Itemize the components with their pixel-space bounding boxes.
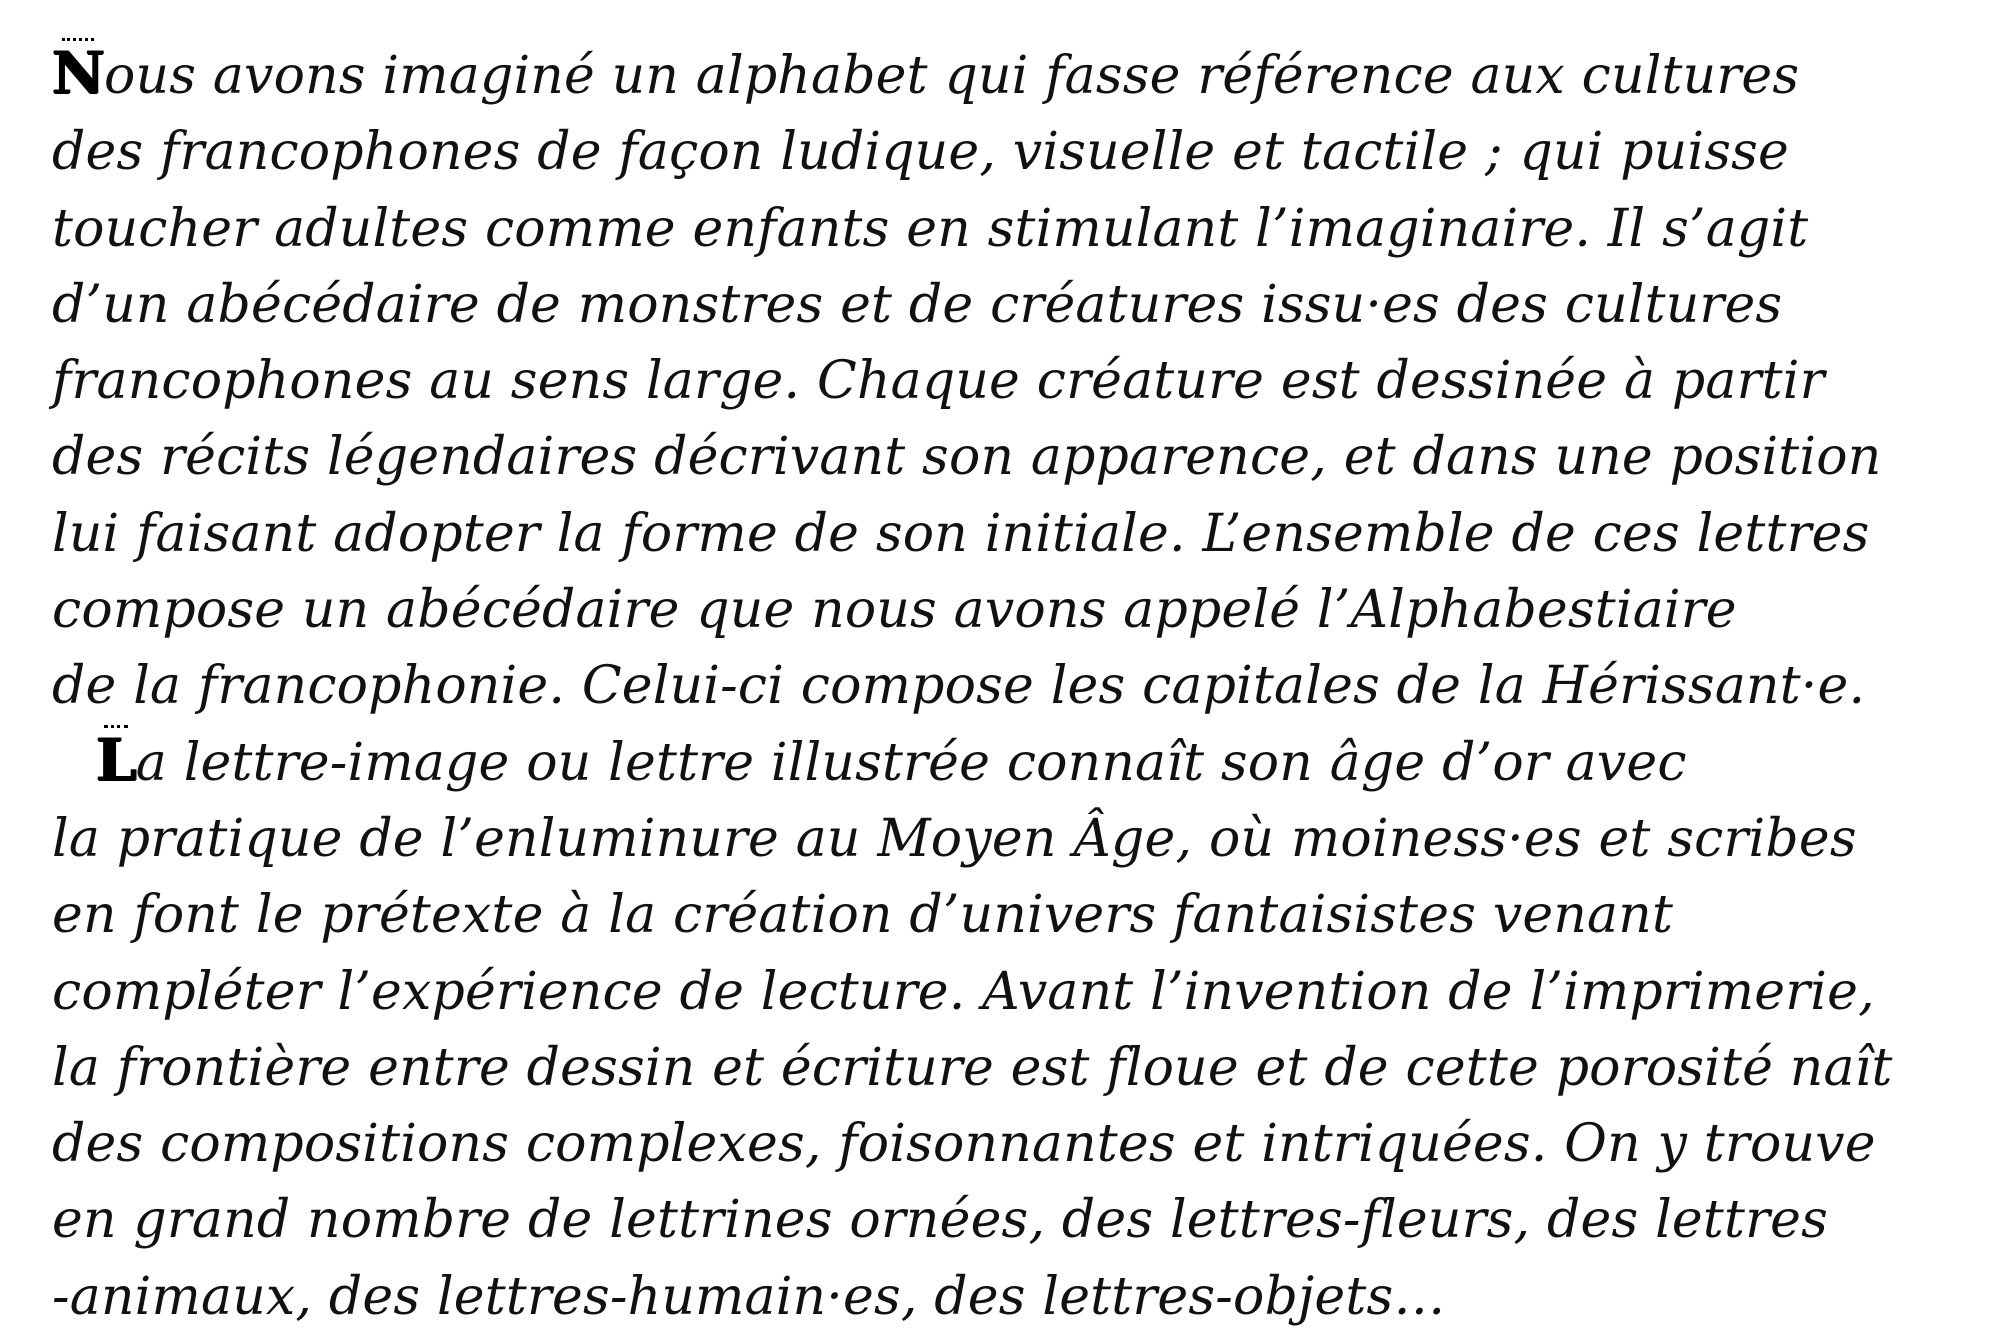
line-text: compléter l’expérience de lecture. Avant l’invention de l’imprimerie, xyxy=(52,961,1875,1022)
text-line xyxy=(52,419,1972,495)
line-text: toucher adultes comme enfants en stimulant l’imaginaire. Il s’agit xyxy=(52,198,1809,259)
text-line xyxy=(52,572,1972,648)
line-text: de la francophonie. Celui-ci compose les capitales de la Hérissant·e. xyxy=(52,656,1866,717)
text-line xyxy=(52,1030,1972,1106)
line-text: compose un abécédaire que nous avons appelé l’Alphabestiaire xyxy=(52,580,1737,641)
text-line-indented xyxy=(52,725,1972,801)
line-text: en grand nombre de lettrines ornées, des lettres-fleurs, des lettres xyxy=(52,1190,1828,1251)
text-line xyxy=(52,191,1972,267)
text-line xyxy=(52,648,1972,724)
text-line xyxy=(52,496,1972,572)
line-text: a lettre-image ou lettre illustrée connaît son âge d’or avec xyxy=(135,732,1687,793)
text-line xyxy=(52,954,1972,1030)
line-text: en font le prétexte à la création d’univers fantaisistes venant xyxy=(52,885,1674,946)
text-line xyxy=(52,877,1972,953)
line-text: -animaux, des lettres-humain·es, des lettres-objets… xyxy=(52,1266,1446,1327)
line-text: des compositions complexes, foisonnantes et intriquées. On y trouve xyxy=(52,1114,1876,1175)
text-line xyxy=(52,114,1972,190)
text-line xyxy=(52,38,1972,114)
text-line xyxy=(52,343,1972,419)
text-line xyxy=(52,267,1972,343)
line-text: la pratique de l’enluminure au Moyen Âge, où moiness·es et scribes xyxy=(52,808,1857,869)
text-line xyxy=(52,1106,1972,1182)
line-text: d’un abécédaire de monstres et de créatures issu·es des cultures xyxy=(52,274,1783,335)
line-text: lui faisant adopter la forme de son initiale. L’ensemble de ces lettres xyxy=(52,503,1870,564)
line-text: des francophones de façon ludique, visuelle et tactile ; qui puisse xyxy=(52,122,1789,183)
ornamental-initial: L xyxy=(96,725,136,794)
body-text xyxy=(52,38,1972,1335)
line-text: des récits légendaires décrivant son apparence, et dans une position xyxy=(52,427,1882,488)
text-line xyxy=(52,1259,1972,1335)
text-line xyxy=(52,801,1972,877)
line-text: la frontière entre dessin et écriture est floue et de cette porosité naît xyxy=(52,1037,1893,1098)
line-text: francophones au sens large. Chaque créature est dessinée à partir xyxy=(52,351,1825,412)
text-line xyxy=(52,1182,1972,1258)
line-text: ous avons imaginé un alphabet qui fasse référence aux cultures xyxy=(104,46,1800,106)
ornamental-initial: N xyxy=(52,39,105,107)
